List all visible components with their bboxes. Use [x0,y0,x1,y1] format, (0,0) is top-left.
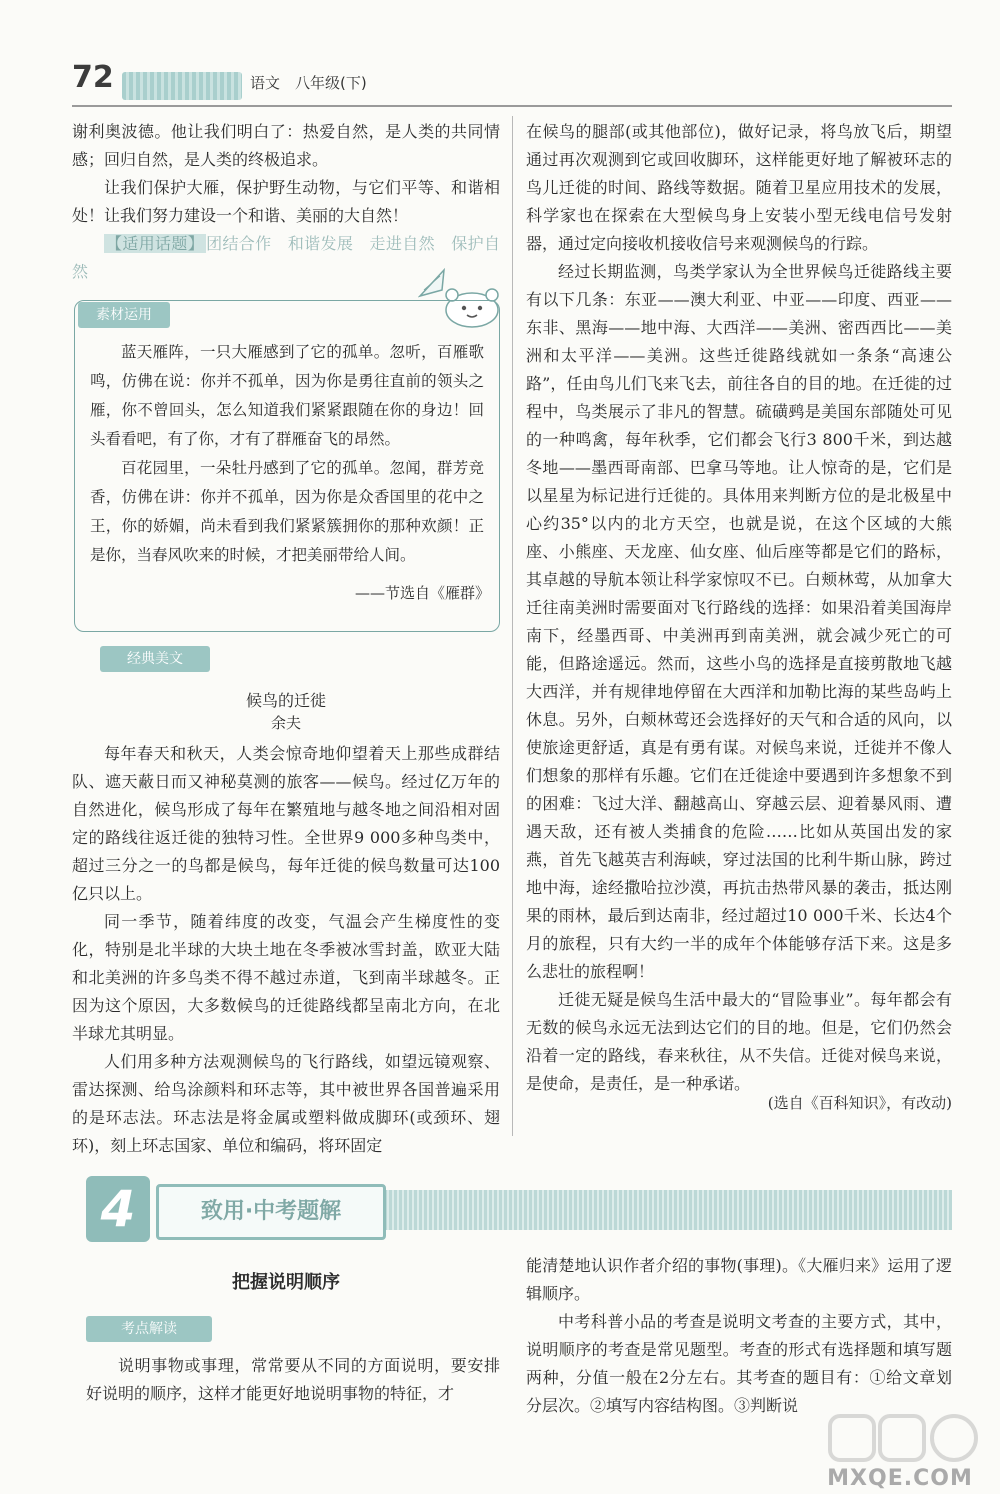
paragraph: 中考科普小品的考查是说明文考查的主要方式，其中，说明顺序的考查是常见题型。考查的形式有选择题和填写题两种，分值一般在2分左右。其考查的题目有：①给文章划分层次。②填写内容结构图。③判断说 [526,1312,952,1415]
material-application-tag: 素材运用 [78,302,170,328]
paragraph: 经过长期监测，鸟类学家认为全世界候鸟迁徙路线主要有以下几条：东亚——澳大利亚、中亚——印度、西亚——东非、黑海——地中海、大西洋——美洲、密西西比——美洲和太平洋——美洲。这些迁徙路线就如一条条“高速公路”，任由鸟儿们飞来飞去，前往各自的目的地。在迁徙的过程中，鸟类展示了非凡的智慧。硫磺鹀是美国东部随处可见的一种鸣禽，每年秋季，它们都会飞行3 800千米，到达越冬地——墨西哥南部、巴拿马等地。让人惊奇的是，它们是以星星为标记进行迁徙的。具体用来判断方位的是北极星中心约35°以内的北方天空，也就是说，在这个区域的大熊座、小熊座、天龙座、仙女座、仙后座等都是它们的路标，其卓越的导航本领让科学家惊叹不已。白颊林莺，从加拿大迁往南美洲时需要面对飞行路线的选择：如果沿着美国海岸南下，经墨西哥、中美洲再到南美洲，就会减少死亡的可能，但路途遥远。然而，这些小鸟的选择是直接剪散地飞越大西洋，并有规律地停留在大西洋和加勒比海的某些岛屿上休息。另外，白颊林莺还会选择好的天气和合适的风向，以使旅途更舒适，真是有勇有谋。对候鸟来说，迁徙并不像人们想象的那样有乐趣。它们在迁徙途中要遇到许多想象不到的困难：飞过大洋、翻越高山、穿越云层、迎着暴风雨、遭遇天敌，还有被人类捕食的危险……比如从英国出发的家燕，首先飞越英吉利海峡，穿过法国的比利牛斯山脉，跨过地中海，途经撒哈拉沙漠，再抗击热带风暴的袭击，抵达刚果的雨林，最后到达南非，经过超过10 000千米、长达4个月的旅程，只有大约一半的成年个体能够存活下来。这是多么悲壮的旅程啊！ [526,262,952,981]
material-application-body [90,338,484,570]
theme-note-text: 团结合作 和谐发展 走进自然 保护自然 [72,234,500,281]
header-subject: 语文 八年级(下) [250,74,367,92]
paragraph: 谢利奥波德。他让我们明白了：热爱自然，是人类的共同情感；回归自然，是人类的终极追求。 [72,122,500,169]
essay-citation: (选自《百科知识》，有改动) [767,1094,952,1112]
essay-left-column [72,740,500,1160]
paragraph: 在候鸟的腿部(或其他部位)，做好记录，将鸟放飞后，期望通过再次观测到它或回收脚环，这样能更好地了解被环志的鸟儿迁徙的时间、路线等数据。随着卫星应用技术的发展，科学家也在探索在大型候鸟身上安装小型无线电信号发射器，通过定向接收机接收信号来观测候鸟的行踪。 [526,122,952,253]
section-banner-stripe [384,1190,952,1230]
bottom-left-column [86,1352,500,1408]
material-source: ——节选自《雁群》 [354,584,490,602]
essay-title: 候鸟的迁徙 [245,691,326,710]
paragraph: 每年春天和秋天，人类会惊奇地仰望着天上那些成群结队、遮天蔽日而又神秘莫测的旅客——候鸟。经过亿万年的自然进化，候鸟形成了每年在繁殖地与越冬地之间沿相对固定的路线往返迁徙的独特习性。全世界9 000多种鸟类中，超过三分之一的鸟都是候鸟，每年迁徙的候鸟数量可达100亿只以上。 [72,744,500,903]
page-number: 72 [72,60,114,95]
bottom-right-column [526,1252,952,1420]
classic-essay-tag: 经典美文 [100,646,210,672]
essay-right-column [526,118,952,1098]
left-column-top [72,118,500,286]
essay-author: 余夫 [270,714,301,732]
paragraph: 让我们保护大雁，保护野生动物，与它们平等、和谐相处！让我们努力建设一个和谐、美丽的大自然！ [72,178,500,225]
paragraph: 蓝天雁阵，一只大雁感到了它的孤单。忽听，百雁歌鸣，仿佛在说：你并不孤单，因为你是勇往直前的领头之雁，你不曾回头，怎么知道我们紧紧跟随在你的身边！回头看看吧，有了你，才有了群雁奋飞的昂然。 [90,343,484,448]
header-decor-band [122,72,242,100]
paragraph: 能清楚地认识作者介绍的事物(事理)。《大雁归来》运用了逻辑顺序。 [526,1256,952,1303]
section-number: 4 [86,1176,150,1242]
bottom-title: 把握说明顺序 [232,1272,340,1293]
section-title: 致用·中考题解 [156,1184,386,1240]
paragraph: 同一季节，随着纬度的改变，气温会产生梯度性的变化，特别是北半球的大块土地在冬季被冰雪封盖，欧亚大陆和北美洲的许多鸟类不得不越过赤道，飞到南半球越冬。正因为这个原因，大多数候鸟的迁徙路线都呈南北方向，在北半球尤其明显。 [72,912,500,1043]
paragraph: 人们用多种方法观测候鸟的飞行路线，如望远镜观察、雷达探测、给鸟涂颜料和环志等，其中被世界各国普遍采用的是环志法。环志法是将金属或塑料做成脚环(或颈环、翅环)，刻上环志国家、单位和编码，将环固定 [72,1052,500,1155]
paragraph: 迁徙无疑是候鸟生活中最大的“冒险事业”。每年都会有无数的候鸟永远无法到达它们的目的地。但是，它们仍然会沿着一定的路线，春来秋往，从不失信。迁徙对候鸟来说，是使命，是责任，是一种承诺。 [526,990,952,1093]
exam-point-tag: 考点解读 [86,1316,212,1342]
watermark-text: MXQE.COM [827,1466,973,1491]
paragraph: 说明事物或事理，常常要从不同的方面说明，要安排好说明的顺序，这样才能更好地说明事物的特征，才 [86,1356,500,1403]
theme-note-tag: 【适用话题】 [106,234,205,253]
header-rule [72,105,952,107]
paragraph: 百花园里，一朵牡丹感到了它的孤单。忽闻，群芳竞香，仿佛在讲：你并不孤单，因为你是众香国里的花中之王，你的娇媚，尚未看到我们紧紧簇拥你的那种欢颜！正是你，当春风吹来的时候，才把美丽带给人间。 [90,459,484,564]
column-divider [512,116,513,1136]
